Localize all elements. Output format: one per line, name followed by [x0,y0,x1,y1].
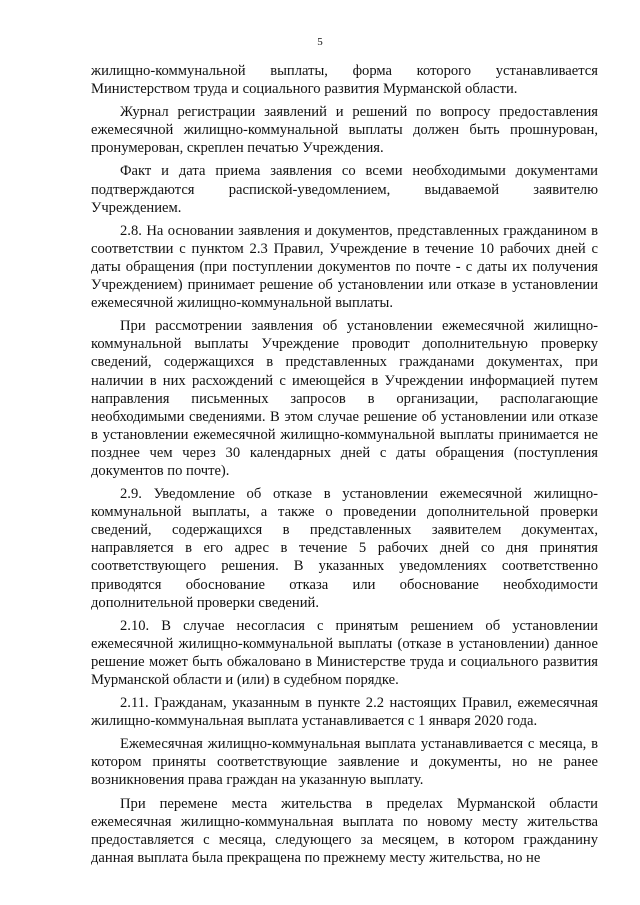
document-body [91,62,598,872]
paragraph-2-8: 2.8. На основании заявления и документов, представленных гражданином в соответствии с пунктом 2.3 Правил, Учреждение в течение 10 рабочих дней с даты обращения (при поступлении документов по почте - с даты их получения Учреждением) принимает решение об установлении или отказе в установлении ежемесячной жилищно-коммунальной выплаты. [91,222,598,312]
paragraph-2-10: 2.10. В случае несогласия с принятым решением об установлении ежемесячной жилищно-коммунальной выплаты (отказе в установлении) данное решение может быть обжаловано в Министерстве труда и социального развития Мурманской области и (или) в судебном порядке. [91,617,598,688]
paragraph-receipt: Факт и дата приема заявления со всеми необходимыми документами подтверждаются распиской-уведомлением, выдаваемой заявителю Учреждением. [91,163,598,216]
paragraph-relocation: При перемене места жительства в пределах Мурманской области ежемесячная жилищно-коммунальная выплата по новому месту жительства предоставляется с месяца, следующего за месяцем, в котором гражданину данная выплата была прекращена по прежнему месту жительства, но не [91,795,598,866]
page-number: 5 [317,36,323,48]
paragraph-2-11: 2.11. Гражданам, указанным в пункте 2.2 настоящих Правил, ежемесячная жилищно-коммунальная выплата устанавливается с 1 января 2020 года. [91,695,598,730]
paragraph-continuation: жилищно-коммунальной выплаты, форма которого устанавливается Министерством труда и социального развития Мурманской области. [91,63,598,98]
paragraph-monthly-start: Ежемесячная жилищно-коммунальная выплата устанавливается с месяца, в котором приняты соответствующие заявление и документы, но не ранее возникновения права граждан на указанную выплату. [91,736,598,789]
paragraph-2-9: 2.9. Уведомление об отказе в установлении ежемесячной жилищно-коммунальной выплаты, а также о проведении дополнительной проверки сведений, содержащихся в представленных заявителем документах, направляется в его адрес в течение 5 рабочих дней со дня принятия соответствующего решения. В указанных уведомлениях соответственно приводятся обоснование отказа или обоснование необходимости дополнительной проверки сведений. [91,486,598,611]
paragraph-additional-check: При рассмотрении заявления об установлении ежемесячной жилищно-коммунальной выплаты Учреждение проводит дополнительную проверку сведений, содержащихся в представленных гражданами документах, при наличии в них расхождений с имеющейся в Учреждении информацией путем направления письменных запросов в организации, располагающие необходимыми сведениями. В этом случае решение об установлении или отказе в установлении ежемесячной жилищно-коммунальной выплаты принимается не позднее чем через 30 календарных дней с даты обращения (поступления документов по почте). [91,318,598,479]
paragraph-journal: Журнал регистрации заявлений и решений по вопросу предоставления ежемесячной жилищно-коммунальной выплаты должен быть прошнурован, пронумерован, скреплен печатью Учреждения. [91,104,598,157]
